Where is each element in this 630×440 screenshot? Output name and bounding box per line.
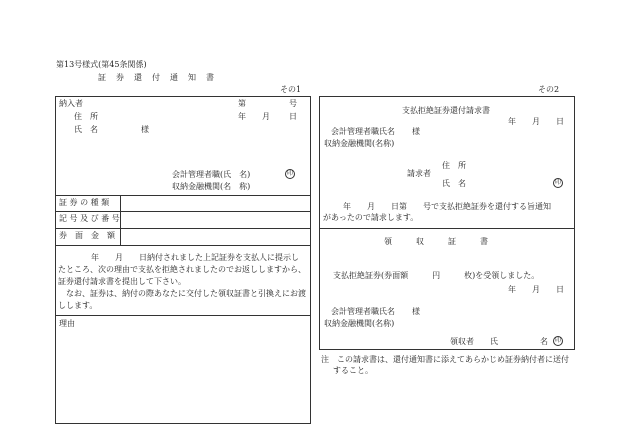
table-column-divider [120,195,121,245]
officer-org: 収納金融機関(名 称) [172,182,251,191]
org: 収納金融機関(名称) [324,139,395,148]
part1-label: その1 [280,85,302,94]
row-label: 記 号 及 び 番 号 [59,214,120,223]
receipt-month: 月 [532,285,540,294]
form-number: 第13号様式(第45条関係) [56,60,147,69]
request-day: 日 [556,117,564,126]
request-text: があったので請求します。 [323,213,419,222]
name-label: 氏 名 [74,125,98,134]
receipt-title: 領 収 証 書 [384,237,488,246]
reason-label: 理由 [59,319,75,328]
receiver-seal: 印 [554,337,561,344]
table-divider [55,245,311,246]
notice-text: 年 月 日納付されました上記証券を支払人に提示し [91,253,299,262]
row-label: 券 面 金 額 [59,231,115,240]
name-label: 氏 名 [442,179,466,188]
footnote: すること。 [333,366,373,375]
request-text: 年 月 日第 号で支払拒絶証券を還付する旨通知 [343,202,551,211]
receipt-honorific: 様 [412,307,420,316]
request-year: 年 [508,117,516,126]
notice-text: 証券還付請求書を提出して下さい。 [58,277,186,286]
address-label: 住 所 [74,112,98,121]
table-divider [55,228,311,229]
receiver-name2: 名 [540,337,548,346]
date-year: 年 [238,112,246,121]
receipt-officer: 会計管理者職氏名 [331,307,395,316]
document-title: 証 券 還 付 通 知 書 [98,73,215,82]
section-divider [55,315,311,316]
address-label: 住 所 [442,161,466,170]
row-label: 証 券 の 種 類 [59,198,110,207]
receipt-year: 年 [508,285,516,294]
honorific: 様 [141,125,149,134]
officer-name: 会計管理者職氏名 [331,127,395,136]
receiver-name: 氏 [490,337,498,346]
date-day: 日 [289,112,297,121]
table-divider [55,211,311,212]
receiver-label: 領収者 [450,337,474,346]
request-title: 支払拒絶証券還付請求書 [402,106,490,115]
receipt-text: 支払拒絶証券(券面額 円 枚)を受領しました。 [333,271,540,280]
receipt-org: 収納金融機関(名称) [324,319,395,328]
notice-text: しします。 [58,301,98,310]
officer-seal: 印 [286,170,293,177]
notice-text: なお、証券は、納付の際あなたに交付した領収証書と引換えにお渡 [66,289,306,298]
payer-label: 納入者 [59,99,83,108]
number-label: 第 [238,99,246,108]
officer-name: 会計管理者職(氏 名) [172,170,251,179]
part2-label: その2 [538,85,560,94]
notice-text: たところ、次の理由で支払を拒絶されましたのでお返ししますから、 [58,265,306,274]
request-month: 月 [532,117,540,126]
date-month: 月 [262,112,270,121]
requester-label: 請求者 [407,169,431,178]
footnote: 注 この請求書は、還付通知書に添えてあらかじめ証券納付者に送付 [321,355,569,364]
section-divider [319,228,575,229]
table-divider [55,195,311,196]
number-suffix: 号 [289,99,297,108]
requester-seal: 印 [554,179,561,186]
receipt-day: 日 [556,285,564,294]
honorific: 様 [412,127,420,136]
